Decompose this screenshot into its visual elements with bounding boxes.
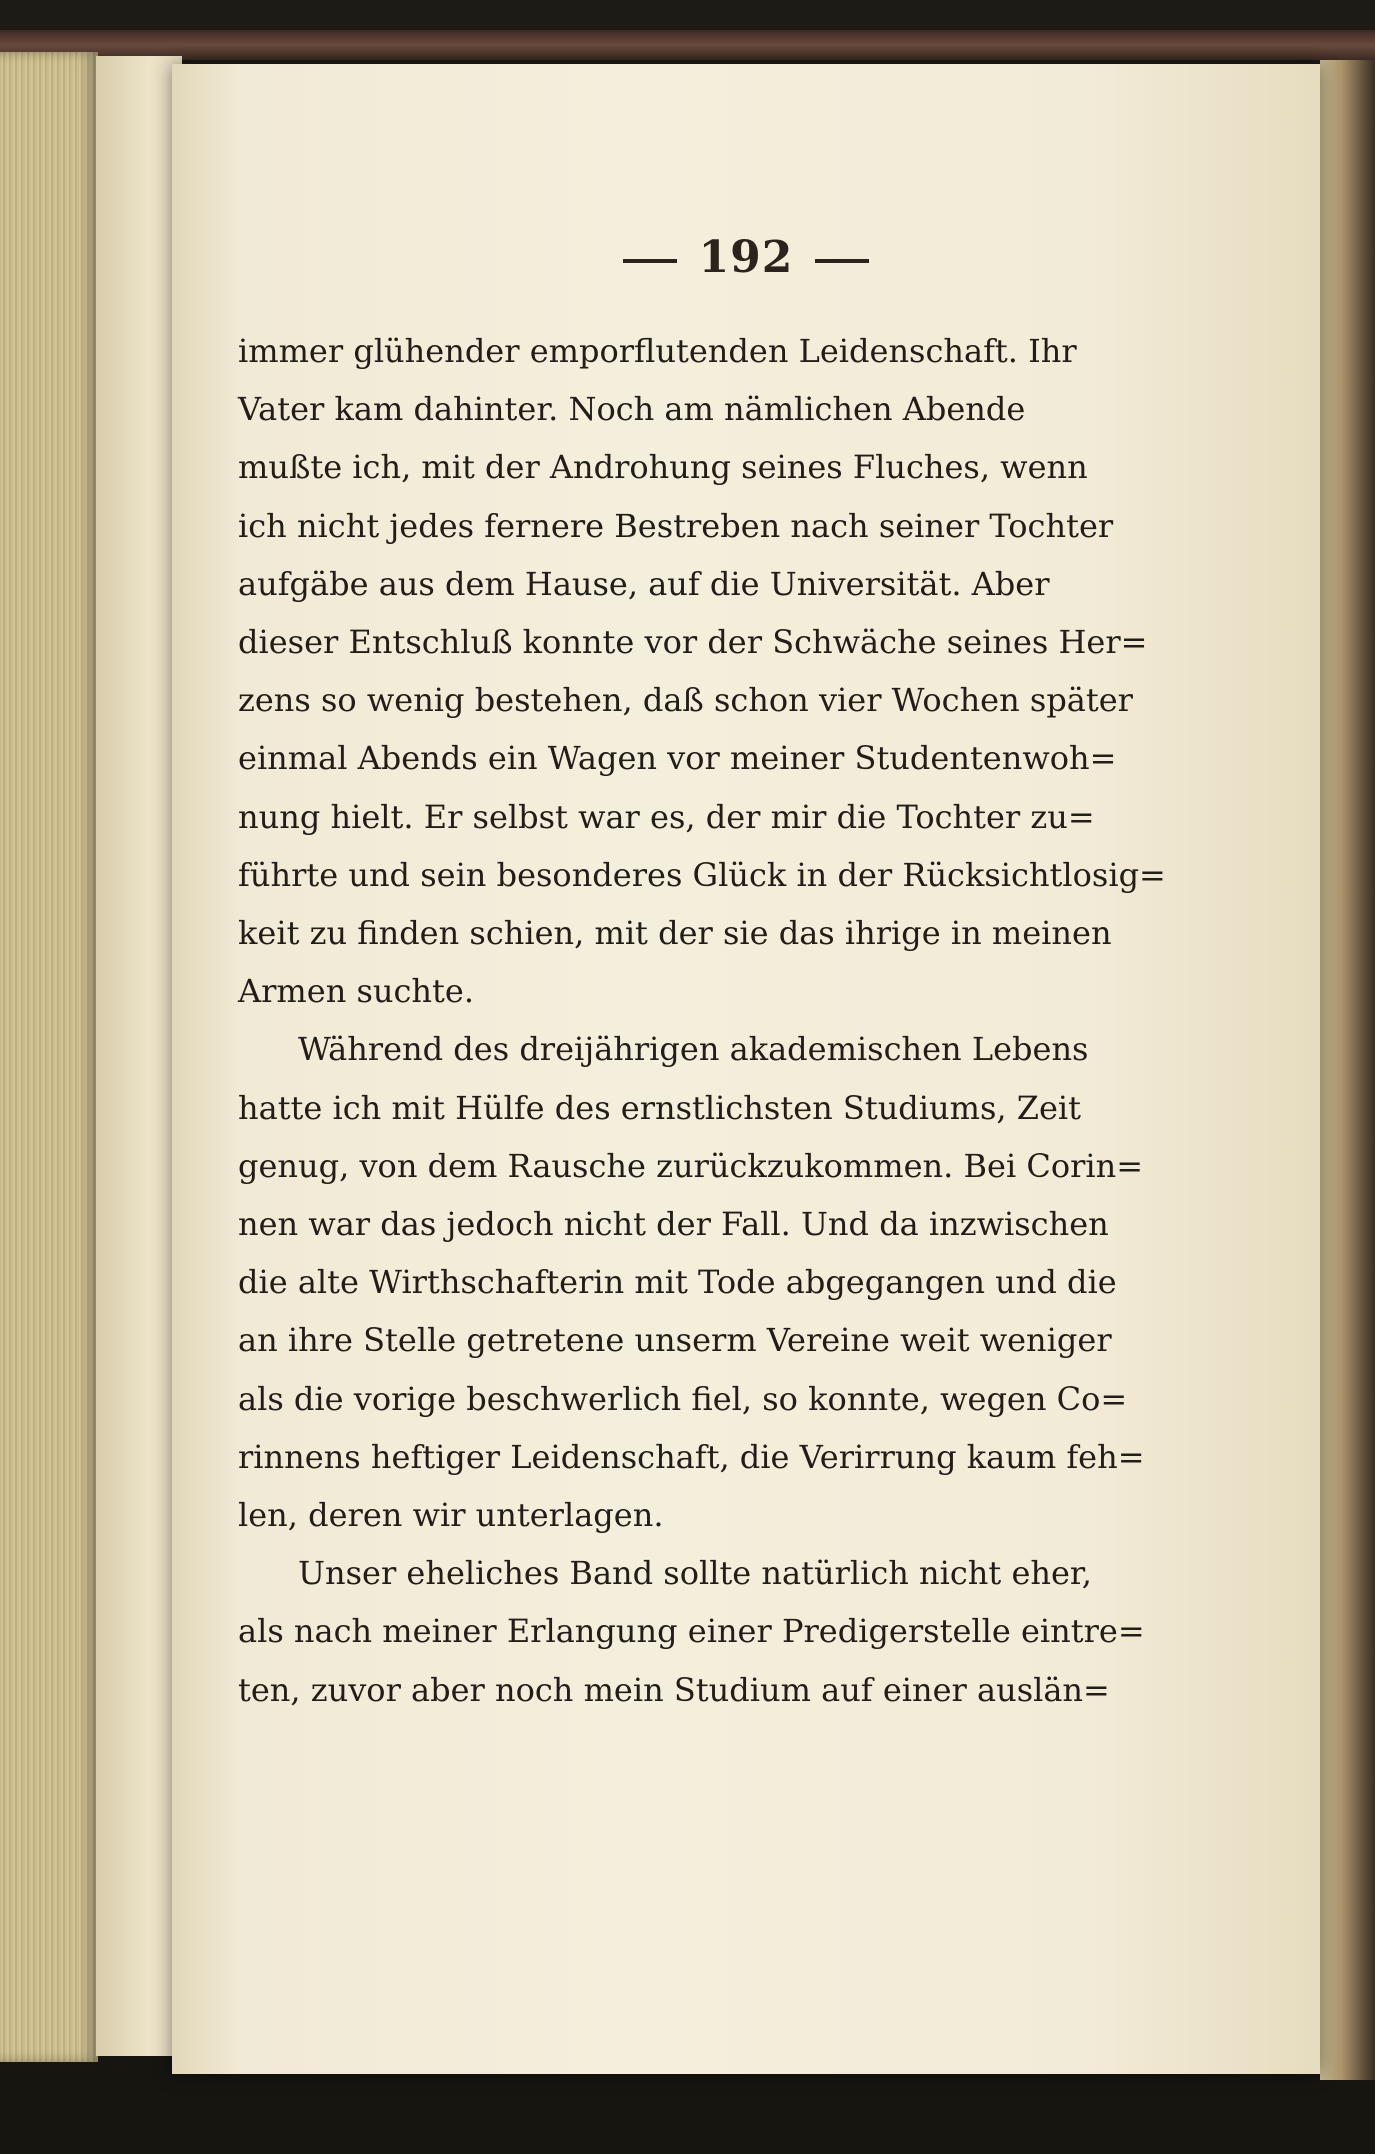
text-line: zens so wenig bestehen, daß schon vier Wochen später	[238, 681, 1133, 720]
page-number: 192	[698, 232, 794, 283]
text-line: die alte Wirthschafterin mit Tode abgegangen und die	[238, 1263, 1117, 1302]
text-line: immer glühender emporflutenden Leidenschaft. Ihr	[238, 332, 1077, 370]
text-line: len, deren wir unterlagen.	[238, 1496, 664, 1535]
text-line: genug, von dem Rausche zurückzukommen. Bei Corin=	[238, 1146, 1144, 1185]
page-stack-edge	[0, 52, 98, 2062]
text-line: hatte ich mit Hülfe des ernstlichsten Studiums, Zeit	[238, 1088, 1081, 1127]
page-right-edge	[1320, 60, 1375, 2080]
text-line: führte und sein besonderes Glück in der Rücksichtlosig=	[238, 855, 1166, 894]
text-line: Während des dreijährigen akademischen Lebens	[298, 1030, 1089, 1069]
page-header	[172, 232, 1320, 283]
header-dash-right	[815, 259, 869, 263]
header-dash-left	[623, 259, 677, 263]
text-line: Unser eheliches Band sollte natürlich nicht eher,	[298, 1554, 1092, 1593]
text-line: nung hielt. Er selbst war es, der mir die Tochter zu=	[238, 797, 1095, 836]
text-line: keit zu finden schien, mit der sie das ihrige in meinen	[238, 914, 1112, 953]
text-line: nen war das jedoch nicht der Fall. Und da inzwischen	[238, 1205, 1109, 1244]
text-line: als nach meiner Erlangung einer Predigerstelle eintre=	[238, 1612, 1145, 1651]
body-text	[238, 322, 1166, 1719]
text-line: aufgäbe aus dem Hause, auf die Universität. Aber	[238, 564, 1050, 603]
paragraph	[238, 322, 1166, 1020]
text-line: einmal Abends ein Wagen vor meiner Studentenwoh=	[238, 739, 1117, 778]
text-line: rinnens heftiger Leidenschaft, die Verirrung kaum feh=	[238, 1437, 1145, 1476]
text-line: dieser Entschluß konnte vor der Schwäche seines Her=	[238, 623, 1148, 662]
text-line: an ihre Stelle getretene unserm Vereine weit weniger	[238, 1321, 1112, 1360]
previous-page-strip	[96, 56, 182, 2056]
text-line: Vater kam dahinter. Noch am nämlichen Abende	[238, 390, 1026, 429]
book-cover-edge	[0, 30, 1375, 60]
text-line: Armen suchte.	[238, 972, 474, 1011]
paragraph	[238, 1544, 1145, 1719]
text-line: mußte ich, mit der Androhung seines Fluches, wenn	[238, 448, 1088, 487]
text-line: ich nicht jedes fernere Bestreben nach seiner Tochter	[238, 506, 1114, 545]
text-line: als die vorige beschwerlich fiel, so konnte, wegen Co=	[238, 1379, 1128, 1418]
paragraph	[238, 1020, 1145, 1544]
text-line: ten, zuvor aber noch mein Studium auf einer auslän=	[238, 1670, 1110, 1709]
